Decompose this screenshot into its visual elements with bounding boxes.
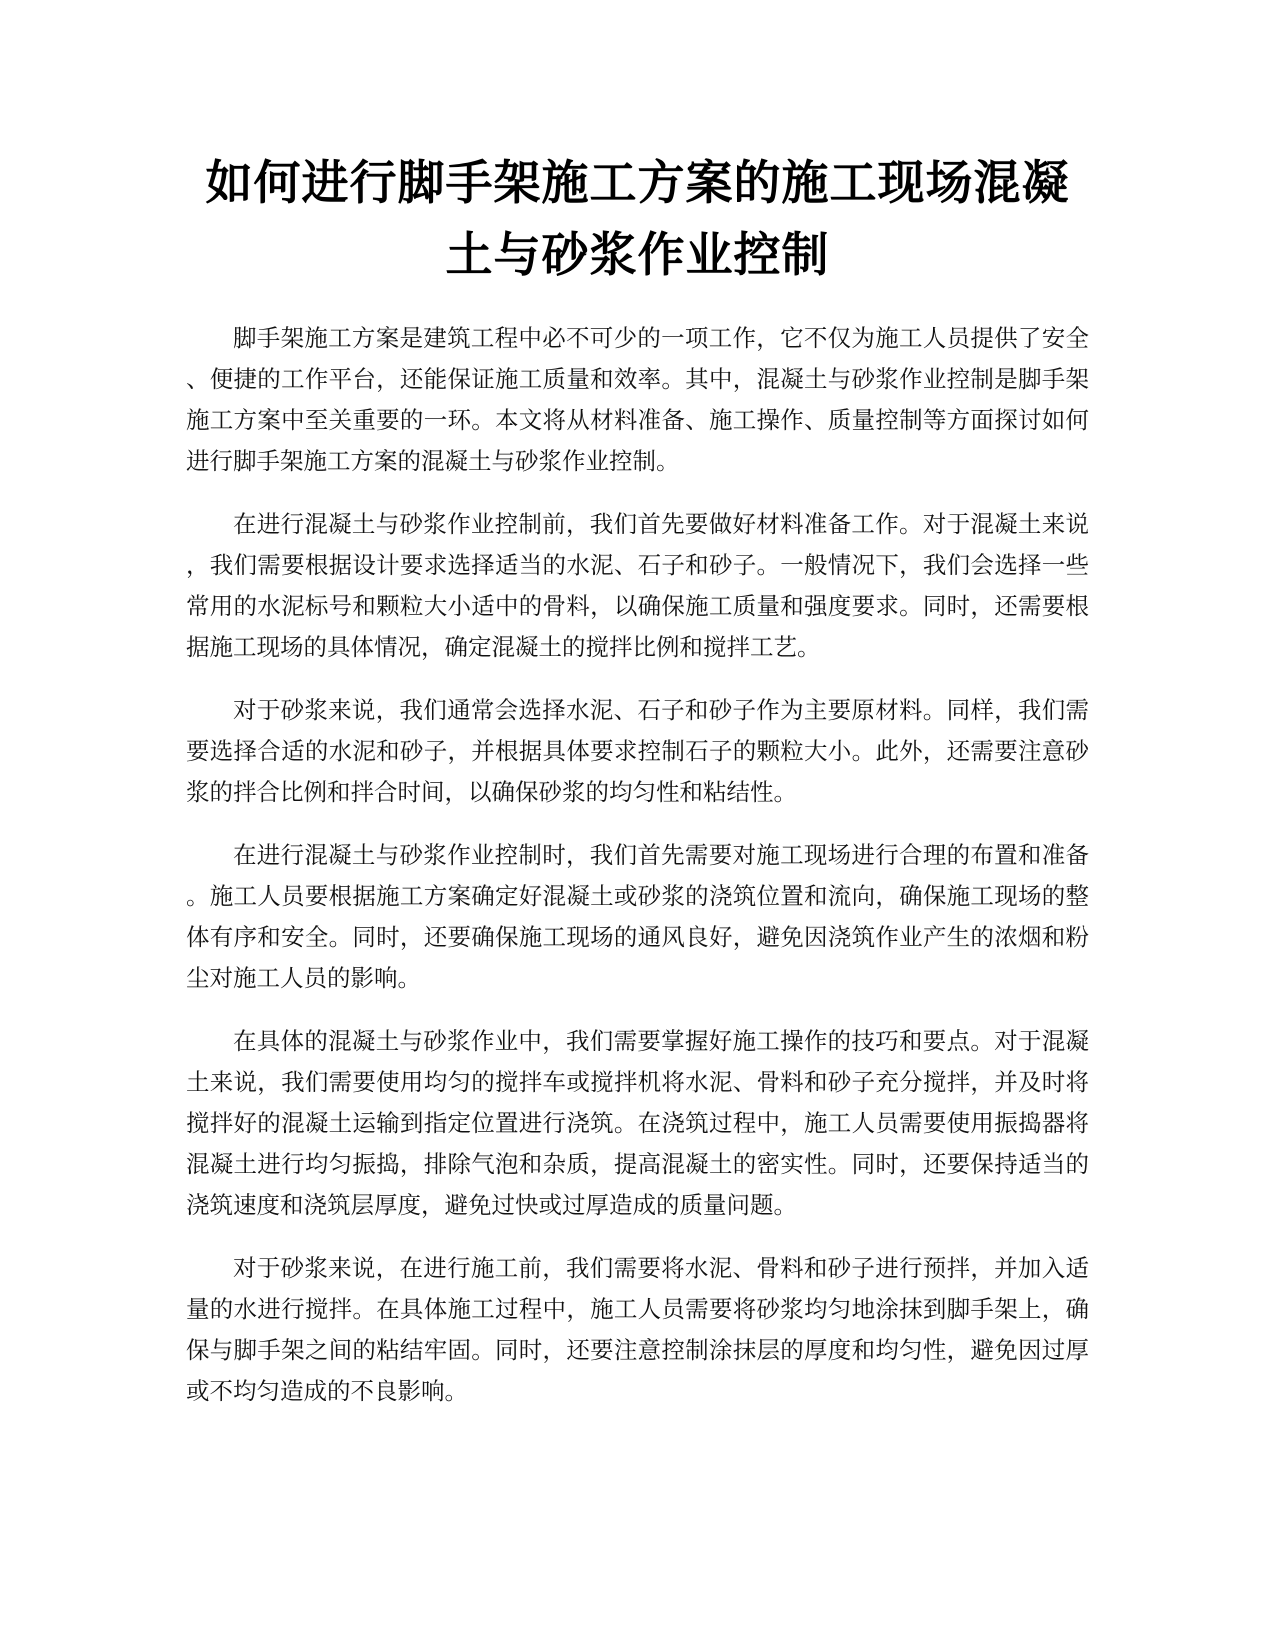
document-title: 如何进行脚手架施工方案的施工现场混凝土与砂浆作业控制: [205, 156, 1070, 283]
paragraph-4: 在进行混凝土与砂浆作业控制时，我们首先需要对施工现场进行合理的布置和准备。施工人员要根据施工方案确定好混凝土或砂浆的浇筑位置和流向，确保施工现场的整体有序和安全。同时，还要确保施工现场的通风良好，避免因浇筑作业产生的浓烟和粉尘对施工人员的影响。: [186, 841, 1089, 992]
paragraph-6: 对于砂浆来说，在进行施工前，我们需要将水泥、骨料和砂子进行预拌，并加入适量的水进行搅拌。在具体施工过程中，施工人员需要将砂浆均匀地涂抹到脚手架上，确保与脚手架之间的粘结牢固。同时，还要注意控制涂抹层的厚度和均匀性，避免因过厚或不均匀造成的不良影响。: [186, 1254, 1089, 1405]
paragraph-3: 对于砂浆来说，我们通常会选择水泥、石子和砂子作为主要原材料。同样，我们需要选择合适的水泥和砂子，并根据具体要求控制石子的颗粒大小。此外，还需要注意砂浆的拌合比例和拌合时间，以确保砂浆的均匀性和粘结性。: [186, 696, 1089, 806]
document-body: [186, 318, 1089, 1434]
paragraph-1: 脚手架施工方案是建筑工程中必不可少的一项工作，它不仅为施工人员提供了安全、便捷的工作平台，还能保证施工质量和效率。其中，混凝土与砂浆作业控制是脚手架施工方案中至关重要的一环。本文将从材料准备、施工操作、质量控制等方面探讨如何进行脚手架施工方案的混凝土与砂浆作业控制。: [186, 324, 1089, 475]
paragraph-5: 在具体的混凝土与砂浆作业中，我们需要掌握好施工操作的技巧和要点。对于混凝土来说，我们需要使用均匀的搅拌车或搅拌机将水泥、骨料和砂子充分搅拌，并及时将搅拌好的混凝土运输到指定位置进行浇筑。在浇筑过程中，施工人员需要使用振捣器将混凝土进行均匀振捣，排除气泡和杂质，提高混凝土的密实性。同时，还要保持适当的浇筑速度和浇筑层厚度，避免过快或过厚造成的质量问题。: [186, 1027, 1089, 1219]
paragraph-2: 在进行混凝土与砂浆作业控制前，我们首先要做好材料准备工作。对于混凝土来说，我们需要根据设计要求选择适当的水泥、石子和砂子。一般情况下，我们会选择一些常用的水泥标号和颗粒大小适中的骨料，以确保施工质量和强度要求。同时，还需要根据施工现场的具体情况，确定混凝土的搅拌比例和搅拌工艺。: [186, 510, 1089, 661]
